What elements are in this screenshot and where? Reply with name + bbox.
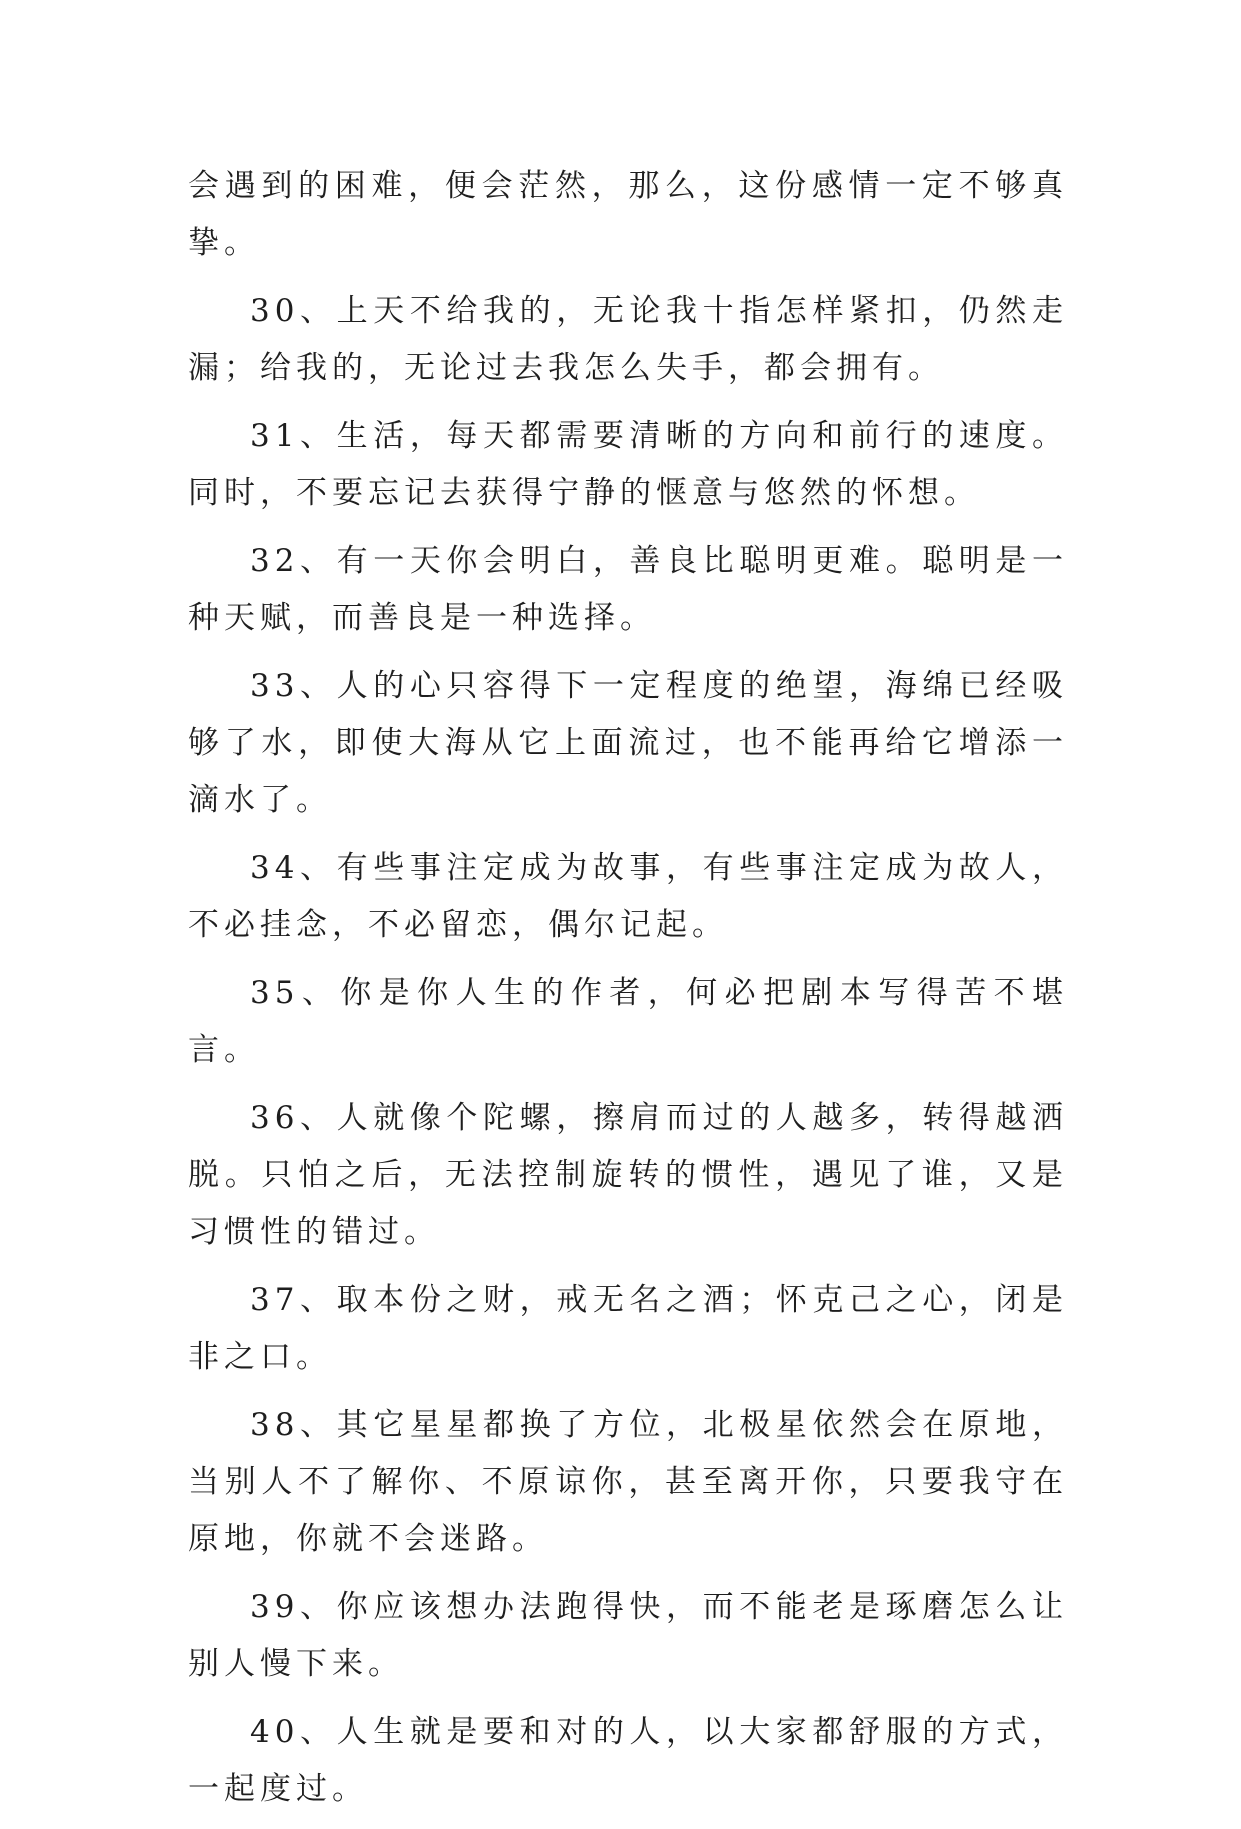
paragraph-33: 33、人的心只容得下一定程度的绝望，海绵已经吸够了水，即使大海从它上面流过，也不能再给它增添一滴水了。 <box>188 668 1068 818</box>
paragraph-32: 32、有一天你会明白，善良比聪明更难。聪明是一种天赋，而善良是一种选择。 <box>188 543 1068 636</box>
paragraph-continuation: 会遇到的困难，便会茫然，那么，这份感情一定不够真挚。 <box>188 168 1068 261</box>
paragraph-31: 31、生活，每天都需要清晰的方向和前行的速度。同时，不要忘记去获得宁静的惬意与悠然的怀想。 <box>188 418 1068 511</box>
paragraph-34: 34、有些事注定成为故事，有些事注定成为故人，不必挂念，不必留恋，偶尔记起。 <box>188 850 1068 943</box>
paragraph-38: 38、其它星星都换了方位，北极星依然会在原地，当别人不了解你、不原谅你，甚至离开你，只要我守在原地，你就不会迷路。 <box>188 1407 1068 1557</box>
paragraph-35: 35、你是你人生的作者，何必把剧本写得苦不堪言。 <box>188 975 1068 1068</box>
document-body <box>188 158 1068 1829</box>
paragraph-39: 39、你应该想办法跑得快，而不能老是琢磨怎么让别人慢下来。 <box>188 1589 1068 1682</box>
paragraph-36: 36、人就像个陀螺，擦肩而过的人越多，转得越洒脱。只怕之后，无法控制旋转的惯性，遇见了谁，又是习惯性的错过。 <box>188 1100 1068 1250</box>
paragraph-37: 37、取本份之财，戒无名之酒；怀克己之心，闭是非之口。 <box>188 1282 1068 1375</box>
paragraph-30: 30、上天不给我的，无论我十指怎样紧扣，仍然走漏；给我的，无论过去我怎么失手，都会拥有。 <box>188 293 1068 386</box>
paragraph-40: 40、人生就是要和对的人，以大家都舒服的方式，一起度过。 <box>188 1714 1068 1807</box>
